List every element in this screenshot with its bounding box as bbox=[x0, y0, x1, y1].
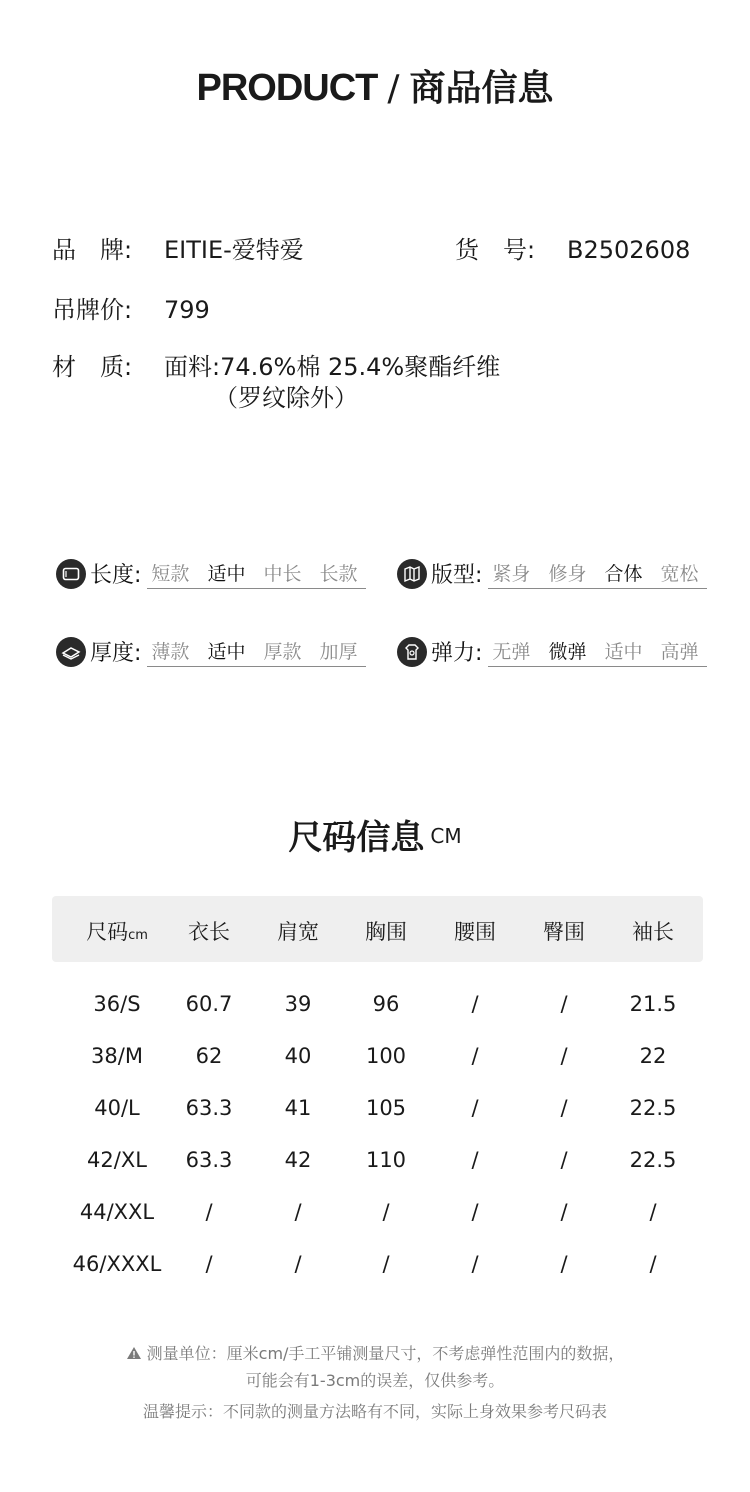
price-row bbox=[52, 290, 210, 325]
size-cell: / bbox=[205, 1252, 213, 1276]
header-sleeve: 袖长 bbox=[632, 920, 674, 944]
material-row bbox=[52, 347, 500, 382]
title-separator: / bbox=[387, 68, 400, 109]
option-high-stretch: 高弹 bbox=[651, 637, 707, 667]
size-row-label: 42/XL bbox=[87, 1148, 147, 1172]
size-cell: / bbox=[471, 1252, 479, 1276]
option-thick: 厚款 bbox=[254, 637, 310, 667]
option-thin: 薄款 bbox=[147, 637, 198, 667]
note-line-1-text: 测量单位：厘米cm/手工平铺测量尺寸，不考虑弹性范围内的数据， bbox=[146, 1344, 625, 1363]
brand-value: EITIE-爱特爱 bbox=[164, 236, 304, 264]
size-cell: / bbox=[294, 1200, 302, 1224]
attr-name: 弹力: bbox=[431, 641, 483, 666]
attr-fit bbox=[397, 558, 707, 589]
attr-thickness bbox=[56, 636, 366, 667]
length-icon bbox=[56, 559, 86, 589]
size-cell: / bbox=[382, 1200, 390, 1224]
brand-row bbox=[52, 230, 304, 265]
thickness-icon bbox=[56, 637, 86, 667]
size-cell: 105 bbox=[365, 1096, 407, 1120]
size-section-title bbox=[0, 810, 750, 859]
attr-name: 版型: bbox=[431, 563, 483, 588]
header-size bbox=[67, 916, 167, 946]
size-cell: / bbox=[205, 1200, 213, 1224]
size-cell: / bbox=[294, 1252, 302, 1276]
header-size-unit: cm bbox=[128, 928, 148, 943]
size-cell: / bbox=[560, 1096, 568, 1120]
option-no-stretch: 无弹 bbox=[488, 637, 539, 667]
option-medium-stretch: 适中 bbox=[595, 637, 651, 667]
size-row-label: 46/XXXL bbox=[72, 1252, 162, 1276]
header-shoulder: 肩宽 bbox=[277, 920, 319, 944]
header-waist: 腰围 bbox=[454, 920, 496, 944]
material-label: 材 质: bbox=[52, 353, 133, 381]
size-cell: / bbox=[471, 1148, 479, 1172]
size-cell: 96 bbox=[372, 992, 400, 1016]
attr-elasticity bbox=[397, 636, 707, 667]
size-cell: / bbox=[471, 992, 479, 1016]
size-cell: 42 bbox=[284, 1148, 312, 1172]
option-tight: 紧身 bbox=[488, 559, 539, 589]
header-size-text: 尺码 bbox=[86, 920, 129, 944]
price-label: 吊牌价: bbox=[52, 296, 133, 324]
option-mid-long: 中长 bbox=[254, 559, 310, 589]
size-cell: / bbox=[560, 992, 568, 1016]
warning-icon bbox=[126, 1344, 142, 1363]
material-note: （罗纹除外） bbox=[214, 384, 358, 412]
option-short: 短款 bbox=[147, 559, 198, 589]
code-row bbox=[455, 230, 690, 265]
size-cell: / bbox=[560, 1148, 568, 1172]
size-cell: 110 bbox=[365, 1148, 407, 1172]
size-cell: / bbox=[560, 1044, 568, 1068]
size-cell: / bbox=[649, 1200, 657, 1224]
size-cell: 100 bbox=[365, 1044, 407, 1068]
size-cell: / bbox=[471, 1096, 479, 1120]
note-line-2: 可能会有1-3cm的误差，仅供参考。 bbox=[245, 1371, 505, 1390]
size-row-label: 40/L bbox=[94, 1096, 140, 1120]
note-line-1 bbox=[0, 1341, 750, 1364]
fit-icon bbox=[397, 559, 427, 589]
size-cell: 63.3 bbox=[185, 1096, 233, 1120]
size-cell: 60.7 bbox=[185, 992, 233, 1016]
size-row-label: 36/S bbox=[93, 992, 141, 1016]
size-cell: / bbox=[560, 1200, 568, 1224]
attr-name: 长度: bbox=[90, 563, 142, 588]
option-loose: 宽松 bbox=[651, 559, 707, 589]
size-cell: / bbox=[382, 1252, 390, 1276]
size-cell: / bbox=[560, 1252, 568, 1276]
attr-name: 厚度: bbox=[90, 641, 142, 666]
size-cell: / bbox=[649, 1252, 657, 1276]
option-medium: 适中 bbox=[198, 559, 254, 589]
size-cell: 22.5 bbox=[629, 1148, 677, 1172]
size-cell: 40 bbox=[284, 1044, 312, 1068]
page-title bbox=[0, 60, 750, 111]
size-cell: 63.3 bbox=[185, 1148, 233, 1172]
size-cell: 62 bbox=[195, 1044, 223, 1068]
option-long: 长款 bbox=[310, 559, 366, 589]
price-value: 799 bbox=[164, 296, 210, 324]
size-cell: 22 bbox=[639, 1044, 667, 1068]
elasticity-icon bbox=[397, 637, 427, 667]
option-medium: 适中 bbox=[198, 637, 254, 667]
option-slight-stretch: 微弹 bbox=[539, 637, 595, 667]
header-hip: 臀围 bbox=[543, 920, 585, 944]
attr-length bbox=[56, 558, 366, 589]
size-row-label: 38/M bbox=[91, 1044, 143, 1068]
option-regular: 合体 bbox=[595, 559, 651, 589]
size-cell: 21.5 bbox=[629, 992, 677, 1016]
material-value: 面料:74.6%棉 25.4%聚酯纤维 bbox=[164, 353, 501, 381]
size-cell: / bbox=[471, 1200, 479, 1224]
size-title-text: 尺码信息 bbox=[288, 818, 425, 858]
code-label: 货 号: bbox=[455, 236, 536, 264]
code-value: B2502608 bbox=[567, 236, 691, 264]
size-title-unit: CM bbox=[430, 824, 462, 848]
header-chest: 胸围 bbox=[365, 920, 407, 944]
header-length: 衣长 bbox=[188, 920, 230, 944]
note-line-3: 温馨提示：不同款的测量方法略有不同，实际上身效果参考尺码表 bbox=[142, 1402, 607, 1421]
size-cell: / bbox=[471, 1044, 479, 1068]
title-en: PRODUCT bbox=[196, 67, 378, 109]
size-cell: 41 bbox=[284, 1096, 312, 1120]
size-cell: 22.5 bbox=[629, 1096, 677, 1120]
size-cell: 39 bbox=[284, 992, 312, 1016]
title-cn: 商品信息 bbox=[409, 68, 554, 109]
size-row-label: 44/XXL bbox=[79, 1200, 155, 1224]
brand-label: 品 牌: bbox=[52, 236, 133, 264]
option-extra-thick: 加厚 bbox=[310, 637, 366, 667]
option-slim: 修身 bbox=[539, 559, 595, 589]
